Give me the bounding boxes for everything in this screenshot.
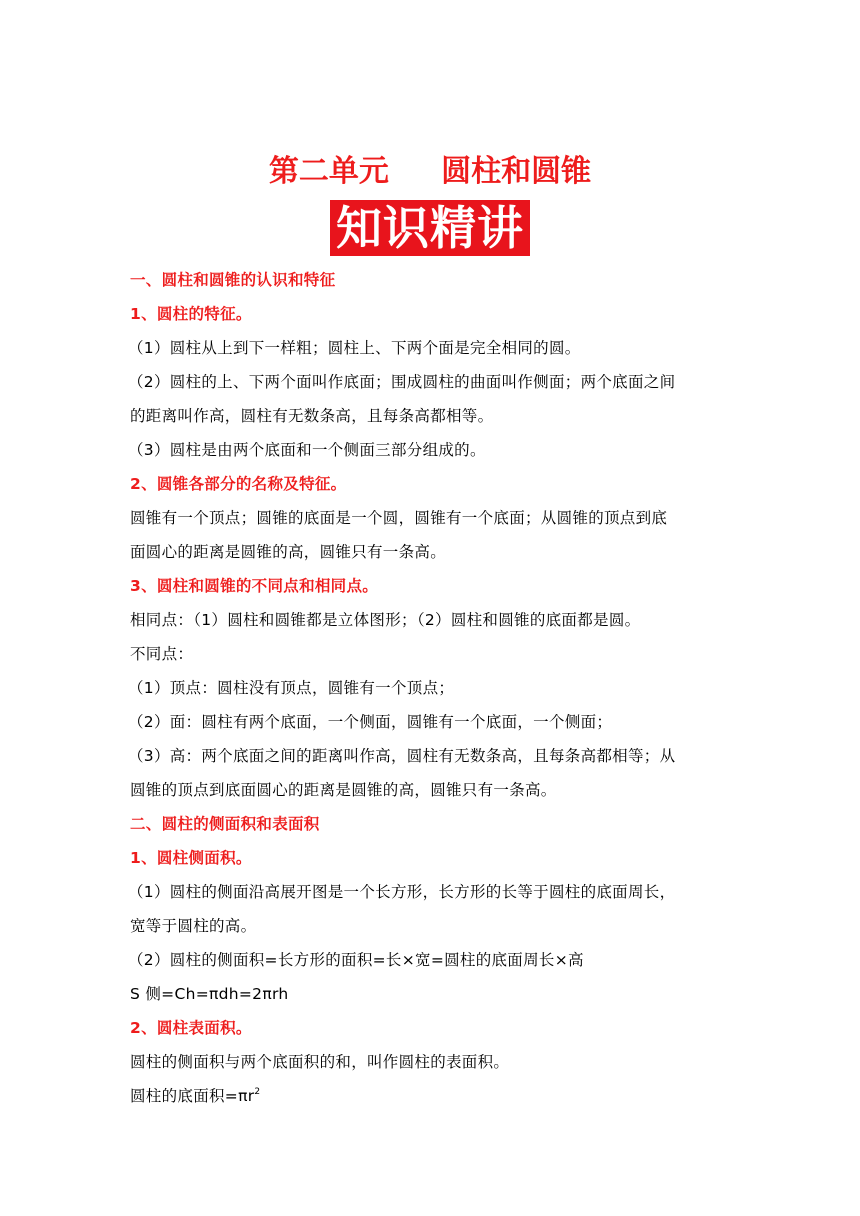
paragraph-line: 相同点：（1）圆柱和圆锥都是立体图形；（2）圆柱和圆锥的底面都是圆。	[130, 611, 641, 629]
section-heading-2: 二、圆柱的侧面积和表面积	[130, 815, 320, 833]
paragraph-line: 圆锥的顶点到底面圆心的距离是圆锥的高，圆锥只有一条高。	[130, 781, 557, 799]
formula-line: S 侧=Ch=πdh=2πrh	[130, 985, 289, 1003]
paragraph-line: 圆锥有一个顶点；圆锥的底面是一个圆，圆锥有一个底面；从圆锥的顶点到底	[130, 509, 668, 527]
subsection-heading-1-1: 1、圆柱的特征。	[130, 305, 252, 323]
subsection-heading-1-3: 3、圆柱和圆锥的不同点和相同点。	[130, 577, 379, 595]
document-body	[130, 263, 740, 1113]
section-heading-1: 一、圆柱和圆锥的认识和特征	[130, 271, 336, 289]
paragraph-line: （1）圆柱的侧面沿高展开图是一个长方形，长方形的长等于圆柱的底面周长，	[128, 883, 676, 901]
paragraph-line: （3）圆柱是由两个底面和一个侧面三部分组成的。	[128, 441, 486, 459]
base-area-formula: 圆柱的底面积=πr	[130, 1087, 255, 1105]
banner-container	[0, 200, 860, 256]
exponent: 2	[254, 1087, 261, 1097]
subsection-heading-2-1: 1、圆柱侧面积。	[130, 849, 252, 867]
paragraph-line: （2）圆柱的侧面积=长方形的面积=长×宽=圆柱的底面周长×高	[128, 951, 584, 969]
knowledge-banner: 知识精讲	[330, 200, 530, 256]
subsection-heading-1-2: 2、圆锥各部分的名称及特征。	[130, 475, 347, 493]
paragraph-line: 的距离叫作高，圆柱有无数条高，且每条高都相等。	[130, 407, 494, 425]
paragraph-line: （2）面：圆柱有两个底面，一个侧面，圆锥有一个底面，一个侧面；	[128, 713, 613, 731]
paragraph-line: （1）顶点：圆柱没有顶点，圆锥有一个顶点；	[128, 679, 455, 697]
unit-title: 第二单元 圆柱和圆锥	[268, 154, 592, 189]
paragraph-line: （2）圆柱的上、下两个面叫作底面；围成圆柱的曲面叫作侧面；两个底面之间	[128, 373, 676, 391]
subsection-heading-2-2: 2、圆柱表面积。	[130, 1019, 252, 1037]
formula-line	[130, 1079, 740, 1113]
paragraph-line: （1）圆柱从上到下一样粗；圆柱上、下两个面是完全相同的圆。	[128, 339, 581, 357]
paragraph-line: 不同点：	[130, 645, 194, 663]
paragraph-line: 宽等于圆柱的高。	[130, 917, 257, 935]
paragraph-line: （3）高：两个底面之间的距离叫作高，圆柱有无数条高，且每条高都相等；从	[128, 747, 676, 765]
paragraph-line: 圆柱的侧面积与两个底面积的和，叫作圆柱的表面积。	[130, 1053, 510, 1071]
paragraph-line: 面圆心的距离是圆锥的高，圆锥只有一条高。	[130, 543, 447, 561]
